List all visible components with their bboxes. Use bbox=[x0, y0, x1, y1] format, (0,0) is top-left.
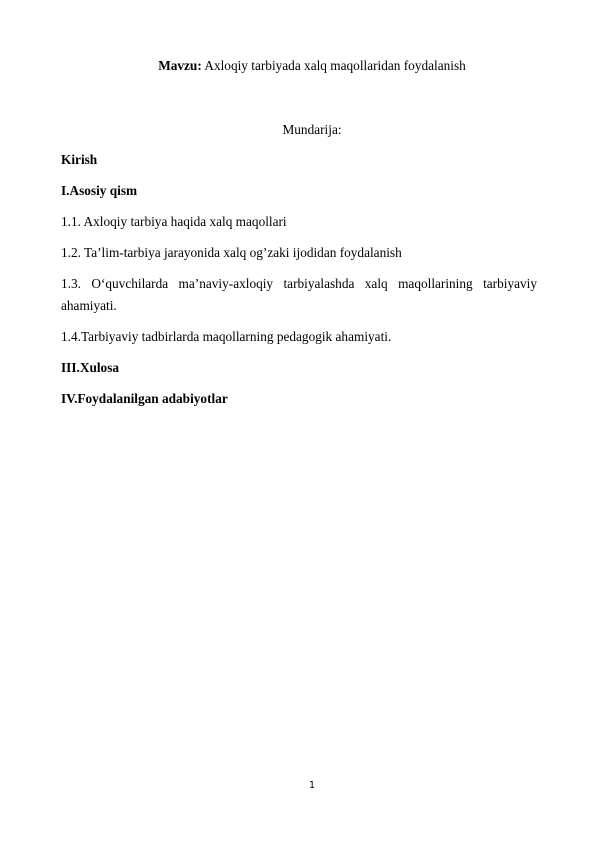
table-of-contents bbox=[61, 152, 537, 422]
toc-part-3: III.Xulosa bbox=[61, 360, 120, 375]
toc-item-1-2: 1.2. Ta’lim-tarbiya jarayonida xalq og’zaki ijodidan foydalanish bbox=[61, 245, 402, 260]
title-text: Axloqiy tarbiyada xalq maqollaridan foydalanish bbox=[201, 58, 466, 73]
toc-part-1: I.Asosiy qism bbox=[61, 183, 138, 198]
toc-item-1-4: 1.4.Tarbiyaviy tadbirlarda maqollarning pedagogik ahamiyati. bbox=[61, 329, 392, 344]
contents-heading: Mundarija: bbox=[282, 122, 342, 137]
document-title bbox=[0, 58, 596, 74]
toc-item-1-3: 1.3. O‘quvchilarda ma’naviy-axloqiy tarbiyalashda xalq maqollarining tarbiyaviy ahamiyati. bbox=[61, 276, 537, 313]
toc-part-4: IV.Foydalanilgan adabiyotlar bbox=[61, 391, 228, 406]
page-number: 1 bbox=[308, 780, 316, 791]
toc-intro: Kirish bbox=[61, 152, 98, 167]
title-label: Mavzu: bbox=[158, 58, 202, 73]
toc-item-1-1: 1.1. Axloqiy tarbiya haqida xalq maqollari bbox=[61, 214, 287, 229]
